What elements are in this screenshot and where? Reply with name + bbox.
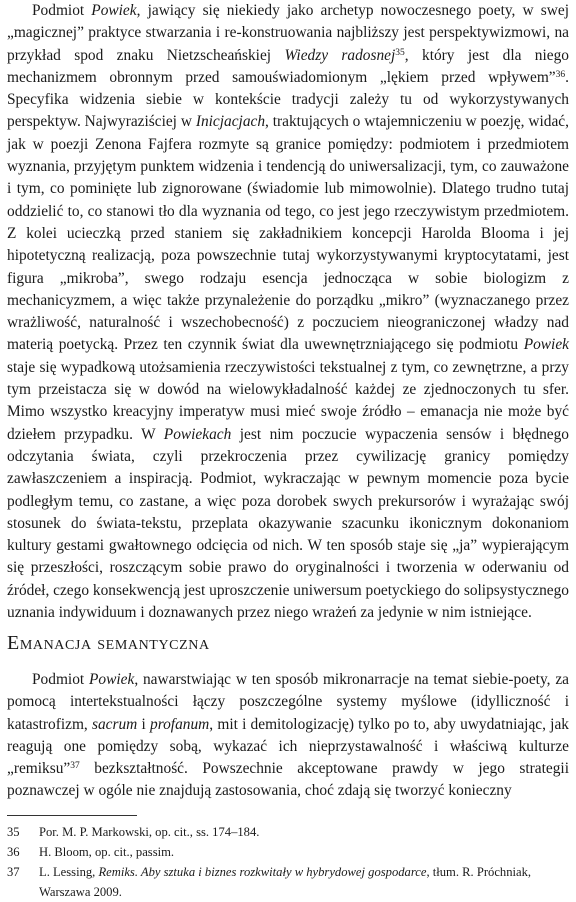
footnote-ref-36[interactable]: 36 <box>555 69 566 80</box>
footnote-author: L. Lessing, <box>39 865 99 879</box>
text-span: bezkształtność. Powszechnie akceptowane prawdy w jego strategii poznawczej w ogóle nie znajdują zastosowania, choć zdają się tworzyć konieczny <box>7 760 569 800</box>
footnote-number: 35 <box>7 825 20 839</box>
footnote-ref-35[interactable]: 35 <box>395 47 405 58</box>
footnote-publication: , tłum. R. Próchniak, Warszawa 2009. <box>39 865 532 899</box>
footnote-text: H. Bloom, op. cit., passim. <box>39 845 175 859</box>
text-span: jest nim poczucie wypaczenia sensów i błędnego odczytania świata, czyli przekroczenia przez cywilizację granicy pomiędzy zawłaszczeniem a inspiracją. Podmiot, wykraczając w pewnym momencie poza bycie podległym temu, co zastane, a więc poza dorobek swych prekursorów i wyrażając swój stosunek do świata-tekstu, przeplata okazywanie szacunku ikonicznym dokonaniom kultury gestami gwałtownego odcięcia od nich. W ten sposób staje się „ja” wypierającym się przeszłości, roszczącym sobie prawo do oryginalności i tworzenia w oderwaniu od źródeł, czego konsekwencją jest uproszczenie uniwersum poetyckiego do solipsystycznego uznania indywiduum i doznawanych przez niego wrażeń za jedynie w nim istniejące. <box>7 425 570 622</box>
footnote-divider <box>7 815 137 816</box>
footnote-37 <box>7 862 569 902</box>
main-text <box>7 0 569 624</box>
italic-title: Powiek <box>89 671 135 688</box>
footnote-text: Por. M. P. Markowski, op. cit., ss. 174–184. <box>39 825 260 839</box>
main-text-2 <box>7 669 569 803</box>
text-span: . Specyfika widzenia siebie w kontekście tradycji zależy tu od wykorzystywanych perspektyw. Najwyraziściej w <box>7 68 569 131</box>
text-span: Podmiot <box>32 2 92 19</box>
footnote-ref-37[interactable]: 37 <box>70 761 80 772</box>
text-span: , jawiący się niekiedy jako archetyp nowoczesnego poety, w swej „magicznej” praktyce stwarzania i re-konstruowania najbliższy jest perspektywizmowi, na przykład spod znaku Nietzscheańskiej <box>7 2 569 64</box>
footnote-text <box>39 862 569 902</box>
paragraph-1 <box>7 0 569 624</box>
footnote-book-title: Remiks. Aby sztuka i biznes rozkwitały w hybrydowej gospodarce <box>98 865 427 879</box>
text-span: staje się wypadkową utożsamienia rzeczywistości tekstualnej z tym, co zewnętrzne, a przy tym przeistacza się w dowód na wielowykładalność każdej ze zjednoczonych tu sfer. Mimo wszystko kreacyjny imperatyw musi mieć swoje źródło – emanacja nie może być dziełem przypadku. W <box>7 358 569 443</box>
section-heading: Emanacja semantyczna <box>7 632 210 654</box>
footnote-35 <box>7 822 569 842</box>
footnote-number: 36 <box>7 845 20 859</box>
text-span: , mit i demitologizację) tylko po to, aby uwydatniając, jak reagują one pomiędzy sobą, wykazać ich nieprzystawalność i właściwą kulturze „remiksu” <box>7 715 569 778</box>
italic-title: Wiedzy radosnej <box>284 46 396 64</box>
italic-title: Powiek <box>91 2 137 19</box>
text-span: , który jest dla niego mechanizmem obronnym przed samouświadomionym „lękiem przed wpływem” <box>7 46 570 86</box>
italic-term: profanum <box>150 715 210 733</box>
text-span: Podmiot <box>32 671 89 688</box>
italic-title: Powiek <box>523 336 569 354</box>
text-span: , nawarstwiając w ten sposób mikronarracje na temat siebie-poety, za pomocą intertekstualności łączy poszczególne systemy myślowe (idylliczność i katastrofizm, <box>7 671 569 733</box>
italic-title: Powiekach <box>163 425 232 443</box>
footnote-number: 37 <box>7 865 20 879</box>
footnote-36 <box>7 842 569 862</box>
text-span: i <box>137 715 150 733</box>
italic-term: sacrum <box>91 715 138 733</box>
italic-title: Inicjacjach <box>195 113 266 131</box>
paragraph-2 <box>7 669 569 803</box>
footnotes <box>7 822 569 902</box>
text-span: , traktujących o wtajemniczeniu w poezję, widać, jak w poezji Zenona Fajfera rozmyte są granice pomiędzy: podmiotem i przedmiotem wyznania, przyjętym punktem widzenia i tendencją do uniwersalizacji, tym, co zauważone i tym, co pominięte lub zignorowane (świadomie lub mimowolnie). Dlatego trudno tutaj oddzielić to, co stanowi tło dla wyznania od tego, co jest jego rzeczywistym przedmiotem. Z kolei ucieczką przed staniem się zakładnikiem koncepcji Harolda Blooma i jej hipotetyczną realizacją, poza powszechnie tutaj wykorzystywanymi kryptocytatami, jest figura „mikroba”, swego rodzaju esencja jednocząca w sobie biologizm z mechanicyzmem, a więc także przynależenie do porządku „mikro” (wyznaczanego przez wrażliwość, naturalność i wszechobecność) z poczuciem nieograniczonej władzy nad materią poetycką. Przez ten czynnik świat dla uwewnętrzniającego się podmiotu <box>7 113 569 354</box>
